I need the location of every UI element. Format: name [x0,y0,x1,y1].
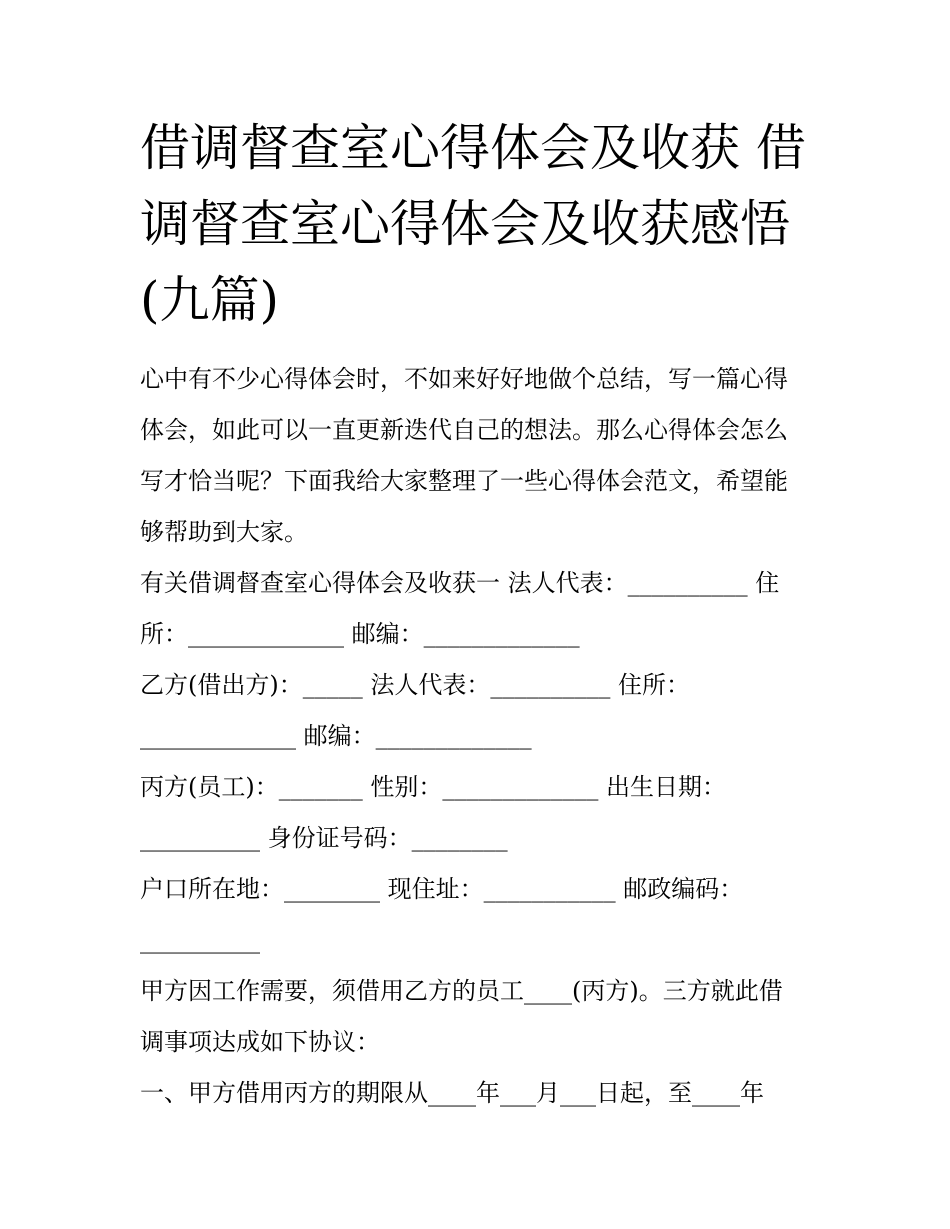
body-line-6: 所：_____________ 邮编：_____________ [140,620,580,648]
title-line-2: 调督查室心得体会及收获感悟 [140,195,790,253]
body-line-4: 够帮助到大家。 [140,518,308,546]
body-line-12: __________ [140,926,260,954]
body-line-8: _____________ 邮编：_____________ [140,722,532,750]
body-line-9: 丙方(员工)：_______ 性别：_____________ 出生日期： [140,773,726,801]
body-line-5: 有关借调督查室心得体会及收获一 法人代表：__________ 住 [140,569,780,597]
title-line-1: 借调督查室心得体会及收获 借 [140,119,806,177]
body-line-1: 心中有不少心得体会时，不如来好好地做个总结，写一篇心得 [140,365,788,393]
document-title [140,110,820,338]
body-line-13: 甲方因工作需要，须借用乙方的员工____(丙方)。三方就此借 [140,977,783,1005]
body-line-11: 户口所在地：________ 现住址：___________ 邮政编码： [140,875,744,903]
body-line-3: 写才恰当呢？下面我给大家整理了一些心得体会范文，希望能 [140,467,788,495]
title-line-3: (九篇) [140,271,280,329]
body-line-15: 一、甲方借用丙方的期限从____年___月___日起，至____年 [140,1079,764,1107]
document-body [140,354,830,1119]
body-line-14: 调事项达成如下协议： [140,1028,380,1056]
body-line-2: 体会，如此可以一直更新迭代自己的想法。那么心得体会怎么 [140,416,788,444]
body-line-7: 乙方(借出方)：_____ 法人代表：__________ 住所： [140,671,690,699]
body-line-10: __________ 身份证号码：________ [140,824,508,852]
